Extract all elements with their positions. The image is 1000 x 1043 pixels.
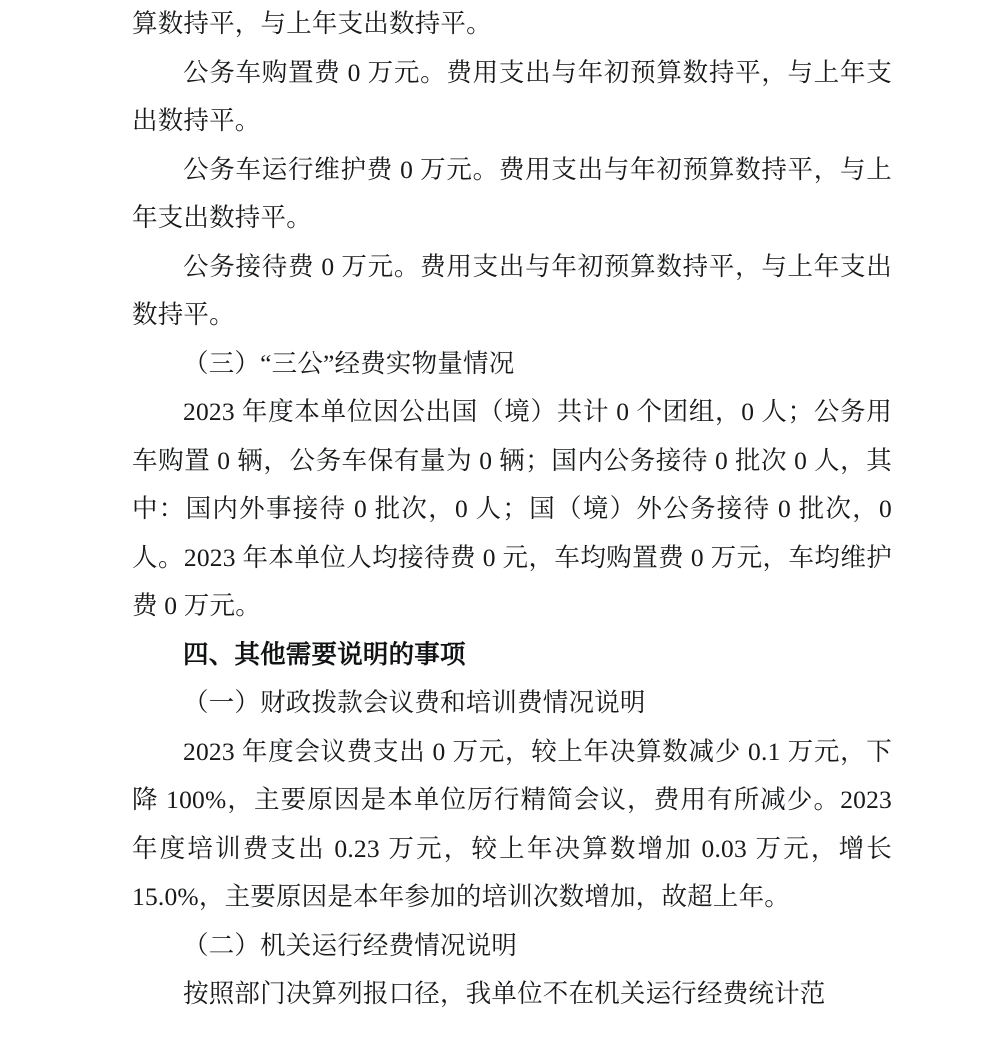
heading-operating-expense: （二）机关运行经费情况说明 xyxy=(183,930,518,960)
paragraph-operating-expense-detail: 按照部门决算列报口径，我单位不在机关运行经费统计范 xyxy=(183,979,826,1008)
paragraph-physical-detail: 2023 年度本单位因公出国（境）共计 0 个团组，0 人；公务用车购置 0 辆，公务车保有量为 0 辆；国内公务接待 0 批次 0 人，其中：国内外事接待 0 批次，0 人；国（境）外公务接待 0 批次，0 人。2023 年本单位人均接待费 0 元，车均购置费 0 万元，车均维护费 0 万元。 xyxy=(132,397,892,620)
heading-three-public-physical: （三）“三公”经费实物量情况 xyxy=(183,348,515,378)
paragraph-official-reception: 公务接待费 0 万元。费用支出与年初预算数持平，与上年支出数持平。 xyxy=(132,251,892,329)
paragraph-meeting-training-detail: 2023 年度会议费支出 0 万元，较上年决算数减少 0.1 万元，下降 100%，主要原因是本单位厉行精简会议，费用有所减少。2023 年度培训费支出 0.23 万元，较上年决算数增加 0.03 万元，增长 15.0%，主要原因是本年参加的培训次数增加，故超上年。 xyxy=(132,736,892,911)
document-body xyxy=(132,0,892,1019)
paragraph-vehicle-purchase: 公务车购置费 0 万元。费用支出与年初预算数持平，与上年支出数持平。 xyxy=(132,57,892,135)
paragraph-vehicle-maintenance: 公务车运行维护费 0 万元。费用支出与年初预算数持平，与上年支出数持平。 xyxy=(132,154,892,232)
heading-section-four: 四、其他需要说明的事项 xyxy=(183,639,466,669)
paragraph-continued: 算数持平，与上年支出数持平。 xyxy=(132,9,492,38)
heading-meeting-training: （一）财政拨款会议费和培训费情况说明 xyxy=(183,688,646,717)
